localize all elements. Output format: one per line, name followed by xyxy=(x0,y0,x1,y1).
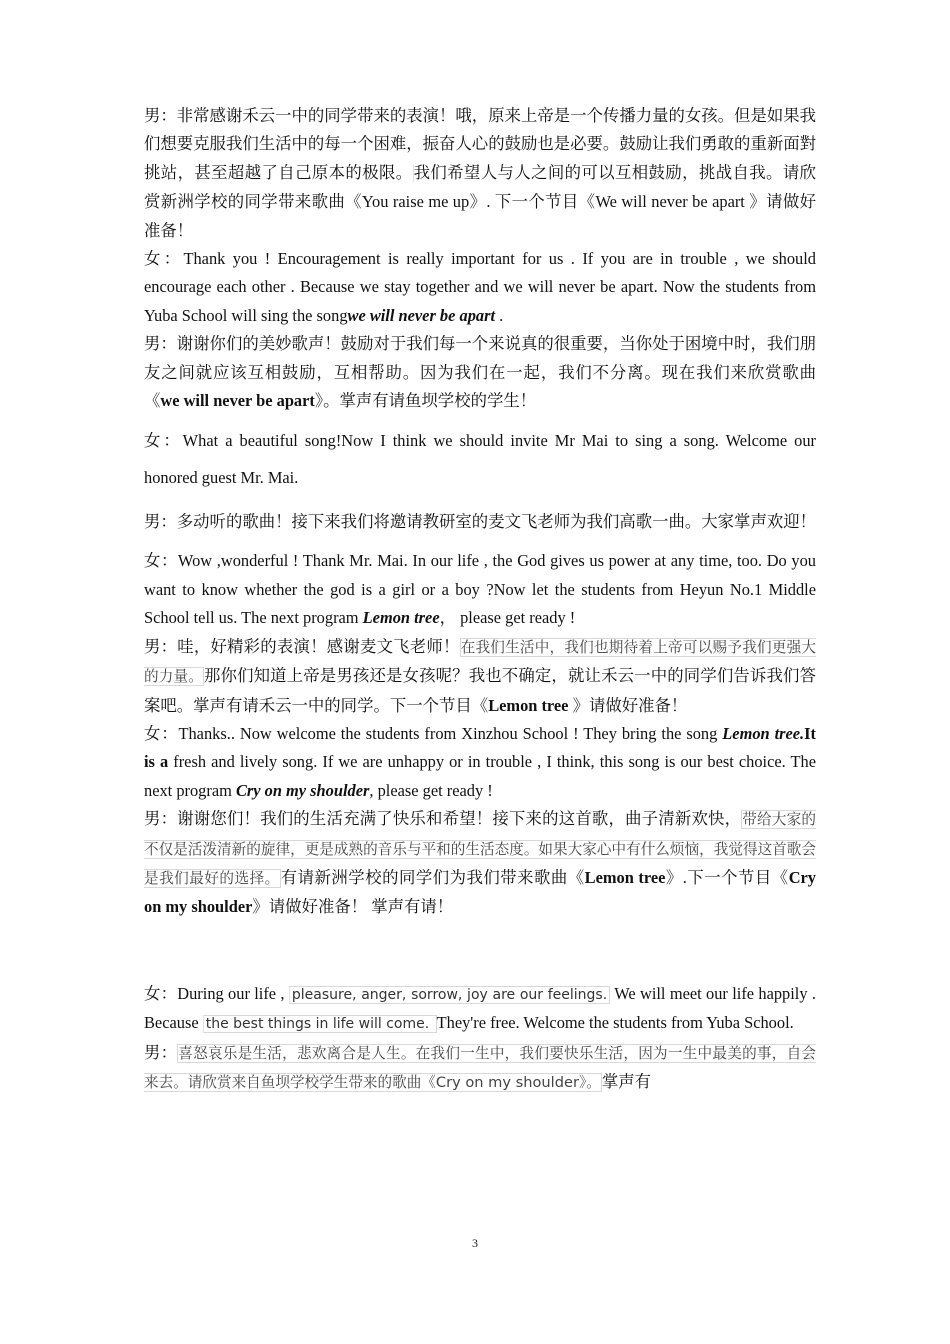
text-run: 》。掌声有请鱼坝学校的学生！ xyxy=(314,391,537,411)
text-run: 女：Thanks.. Now welcome the students from Xinzhou School ! They bring the song xyxy=(144,723,723,743)
song-title: Cry on my shoulder xyxy=(235,780,370,800)
inserted-comment-text: 在我们生活中，我们也期待着上帝可以赐予我们更强大的力量。 xyxy=(144,638,816,686)
text-run: 男：哇，好精彩的表演！感谢麦文飞老师！ xyxy=(144,636,460,656)
inserted-comment-text: the best things in life will come. xyxy=(203,1015,437,1033)
text-run: 男：谢谢您们！我们的生活充满了快乐和希望！接下来的这首歌，曲子清新欢快， xyxy=(144,809,742,829)
song-title: Lemon tree xyxy=(362,608,440,628)
song-title: Cry on my shoulder xyxy=(144,867,816,917)
text-run: 》.下一个节目《 xyxy=(665,867,789,887)
text-run: They're free. Welcome the students from Yuba School. xyxy=(436,1013,794,1033)
paragraph-female-2: 女：What a beautiful song!Now I think we should invite Mr Mai to sing a song. Welcome our honored guest Mr. Mai. xyxy=(144,431,816,488)
song-title: Lemon tree xyxy=(584,867,666,887)
paragraph-female-4 xyxy=(144,720,816,805)
paragraph-male-3: 男：多动听的歌曲！接下来我们将邀请教研室的麦文飞老师为我们高歌一曲。大家掌声欢迎！ xyxy=(144,512,817,532)
text-run: 男：非常感谢禾云一中的同学带来的表演！哦，原来上帝是一个传播力量的女孩。但是如果我们想要克服我们生活中的每一个困难，振奋人心的鼓励也是必要。鼓励让我们勇敢的重新面對挑站，甚至超越了自己原本的极限。 xyxy=(144,106,817,182)
text-run: 那你们知道上帝是男孩还是女孩呢？我也不确定，就让禾云一中的同学们告诉我们答案吧。掌声有请禾云一中的同学。下一个节目《 xyxy=(144,666,816,715)
text-run: 女：During our life , xyxy=(144,983,289,1003)
text-run: fresh and lively song. If we are unhappy or in trouble , I think, this song is our best choice. The next program xyxy=(144,752,816,800)
text-run: ， please get ready ! xyxy=(439,608,576,628)
text-run: 掌声有 xyxy=(601,1071,652,1091)
inserted-comment-text: pleasure, anger, sorrow, joy are our feelings. xyxy=(289,986,610,1004)
inserted-comment-text: 带给大家的不仅是活泼清新的旋律，更是成熟的音乐与平和的生活态度。如果大家心中有什么烦恼，我觉得这首歌会是我们最好的选择。 xyxy=(144,811,816,887)
text-run: 女：Thank you ! Encouragement is really important for us . If you are in trouble , we should encourage each other . Because we stay together and we will never be apart. Now the students from Yuba School will sing the song xyxy=(144,249,816,325)
text-run: 》请做好准备！ 掌声有请！ xyxy=(252,897,454,917)
paragraph-male-5 xyxy=(144,805,816,922)
paragraph-male-4 xyxy=(144,633,816,720)
text-run: 女：Wow ,wonderful ! Thank Mr. Mai. In our life , the God gives us power at any time, too. Do you want to know whether the god is a girl or a boy ?Now let the students from Heyun No.1 Middle School tell us. The next program xyxy=(144,551,816,628)
paragraph-female-1 xyxy=(144,245,816,330)
paragraph-male-1 xyxy=(144,102,816,245)
song-title: we will never be apart xyxy=(160,391,315,411)
paragraph-female-3 xyxy=(144,547,816,632)
song-title: Lemon tree. xyxy=(722,723,805,743)
text-run: . xyxy=(495,305,504,325)
song-title: Lemon tree xyxy=(488,695,569,715)
song-title: we will never be apart xyxy=(347,305,496,325)
text-run: , please get ready ! xyxy=(369,780,493,800)
text-run: 我们希望人与人之间的可以互相鼓励，挑战自我。请欣赏新洲学校的同学带来歌曲《You raise me up》. 下一个节目《We will never be apart 》请做好准备！ xyxy=(144,162,817,240)
text-run: 》请做好准备！ xyxy=(568,695,688,715)
text-run: 男：谢谢你们的美妙歌声！鼓励对于我们每一个来说真的很重要，当你处于困境中时，我们朋友之间就应该互相鼓励，互相帮助。因为我们在一起，我们不分离。现在我们来欣赏歌曲《 xyxy=(144,334,817,411)
inserted-comment-text: 喜怒哀乐是生活，悲欢离合是人生。在我们一生中，我们要快乐生活，因为一生中最美的事，自会来去。请欣赏来自鱼坝学校学生带来的歌曲《Cry on my shoulder》。 xyxy=(144,1044,817,1091)
paragraph-male-6 xyxy=(144,1039,816,1098)
paragraph-male-2 xyxy=(144,330,816,415)
paragraph-female-5 xyxy=(144,980,816,1039)
text-run: We will meet our life happily . Because xyxy=(144,983,816,1033)
page-number: 3 xyxy=(472,1236,478,1250)
script-body xyxy=(144,102,816,1097)
text-run: 男： xyxy=(144,1042,178,1062)
bold-text: It is a xyxy=(144,723,816,772)
text-run: 有请新洲学校的同学们为我们带来歌曲《 xyxy=(280,867,585,887)
